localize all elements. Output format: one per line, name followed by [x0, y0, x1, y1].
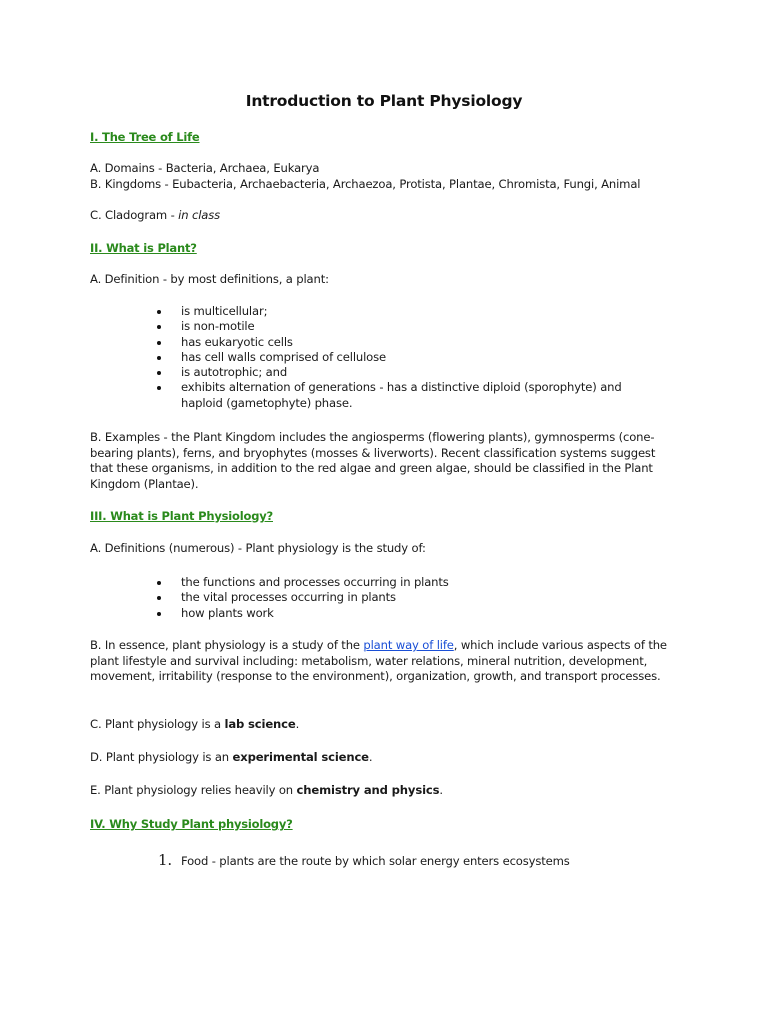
bold-term: experimental science: [232, 750, 369, 764]
cladogram-italic-note: in class: [178, 208, 221, 222]
plant-definition-list: [155, 304, 665, 411]
item-number: 1.: [158, 851, 173, 869]
list-item: the vital processes occurring in plants: [155, 590, 665, 605]
paragraph-chemistry-physics: E. Plant physiology relies heavily on chemistry and physics.: [90, 783, 443, 797]
bullet-icon: [157, 325, 161, 329]
bullet-icon: [157, 612, 161, 616]
paragraph-definitions: A. Definitions (numerous) - Plant physiology is the study of:: [90, 541, 426, 555]
paragraph-domains: A. Domains - Bacteria, Archaea, Eukarya: [90, 161, 320, 175]
bullet-icon: [157, 356, 161, 360]
cladogram-label: C. Cladogram -: [90, 208, 179, 222]
bold-term: chemistry and physics: [296, 783, 440, 797]
section-heading-tree-of-life: I. The Tree of Life: [90, 130, 200, 144]
plant-way-of-life-link[interactable]: plant way of life: [363, 638, 454, 652]
paragraph-cladogram: [90, 208, 680, 224]
bullet-icon: [157, 371, 161, 375]
numbered-item-food: [158, 851, 570, 869]
bullet-icon: [157, 310, 161, 314]
paragraph-examples: B. Examples - the Plant Kingdom includes the angiosperms (flowering plants), gymnosperms (cone-bearing plants), ferns, and bryophytes (mosses & liverworts). Recent classification systems suggest that these organisms, in addition to the red algae and green algae, should be classified in the Plant Kingdom (Plantae).: [90, 430, 656, 491]
paragraph-experimental-science: D. Plant physiology is an experimental science.: [90, 750, 373, 764]
list-item: is autotrophic; and: [155, 365, 665, 380]
document-title: Introduction to Plant Physiology: [245, 92, 523, 110]
bullet-icon: [157, 341, 161, 345]
list-item: has cell walls comprised of cellulose: [155, 350, 665, 365]
paragraph-essence: B. In essence, plant physiology is a study of the plant way of life, which include various aspects of the plant lifestyle and survival including: metabolism, water relations, mineral nutrition, development, movement, irritability (response to the environment), organization, growth, and transport processes.: [90, 638, 667, 683]
list-item: the functions and processes occurring in plants: [155, 575, 665, 590]
item-text: Food - plants are the route by which solar energy enters ecosystems: [181, 854, 570, 868]
bullet-icon: [157, 386, 161, 390]
paragraph-definition: A. Definition - by most definitions, a plant:: [90, 272, 329, 286]
list-item: is multicellular;: [155, 304, 665, 319]
list-item: exhibits alternation of generations - has a distinctive diploid (sporophyte) and haploid (gametophyte) phase.: [155, 380, 665, 411]
paragraph-lab-science: C. Plant physiology is a lab science.: [90, 717, 300, 731]
bold-term: lab science: [224, 717, 296, 731]
bullet-icon: [157, 596, 161, 600]
section-heading-what-is-plant: II. What is Plant?: [90, 241, 197, 255]
physiology-definition-list: [155, 575, 665, 621]
list-item: is non-motile: [155, 319, 665, 334]
section-heading-what-is-plant-physiology: III. What is Plant Physiology?: [90, 509, 273, 523]
paragraph-kingdoms: B. Kingdoms - Eubacteria, Archaebacteria, Archaezoa, Protista, Plantae, Chromista, Fungi, Animal: [90, 177, 641, 191]
bullet-icon: [157, 581, 161, 585]
list-item: how plants work: [155, 606, 665, 621]
section-heading-why-study: IV. Why Study Plant physiology?: [90, 817, 293, 831]
list-item: has eukaryotic cells: [155, 335, 665, 350]
